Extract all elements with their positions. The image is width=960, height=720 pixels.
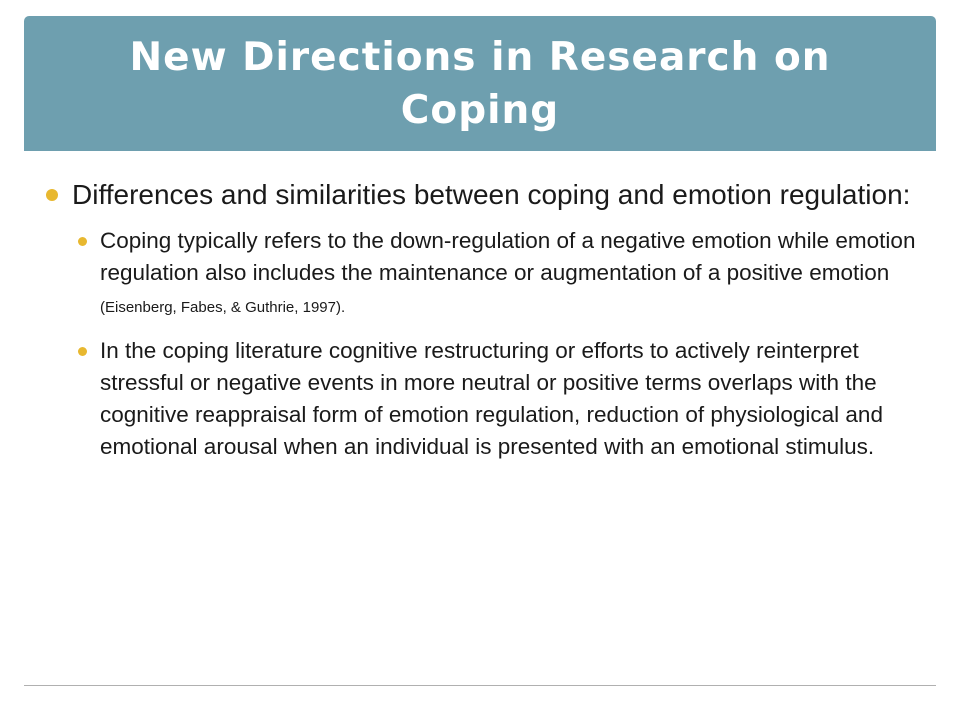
- slide-title: New Directions in Research on Coping: [129, 34, 831, 133]
- footer-divider: [24, 685, 936, 686]
- bullet-item: [46, 176, 926, 213]
- bullet-text: Differences and similarities between coping and emotion regulation:: [72, 179, 911, 210]
- sub-bullet-text: In the coping literature cognitive restructuring or efforts to actively reinterpret stressful or negative events in more neutral or positive terms overlaps with the cognitive reappraisal form of emotion regulation, reduction of physiological and emotional arousal when an individual is presented with an emotional stimulus.: [100, 338, 883, 459]
- bullet-dot-icon: [78, 347, 87, 356]
- sub-bullet-item: [46, 335, 940, 463]
- bullet-dot-icon: [46, 189, 58, 201]
- sub-bullet-item: [46, 225, 940, 324]
- slide-body: [46, 176, 926, 474]
- sub-bullet-list: [46, 225, 926, 463]
- title-bar: [24, 16, 936, 151]
- sub-bullet-text: Coping typically refers to the down-regulation of a negative emotion while emotion regulation also includes the maintenance or augmentation of a positive emotion: [100, 228, 916, 285]
- citation: (Eisenberg, Fabes, & Guthrie, 1997).: [100, 299, 346, 316]
- bullet-dot-icon: [78, 237, 87, 246]
